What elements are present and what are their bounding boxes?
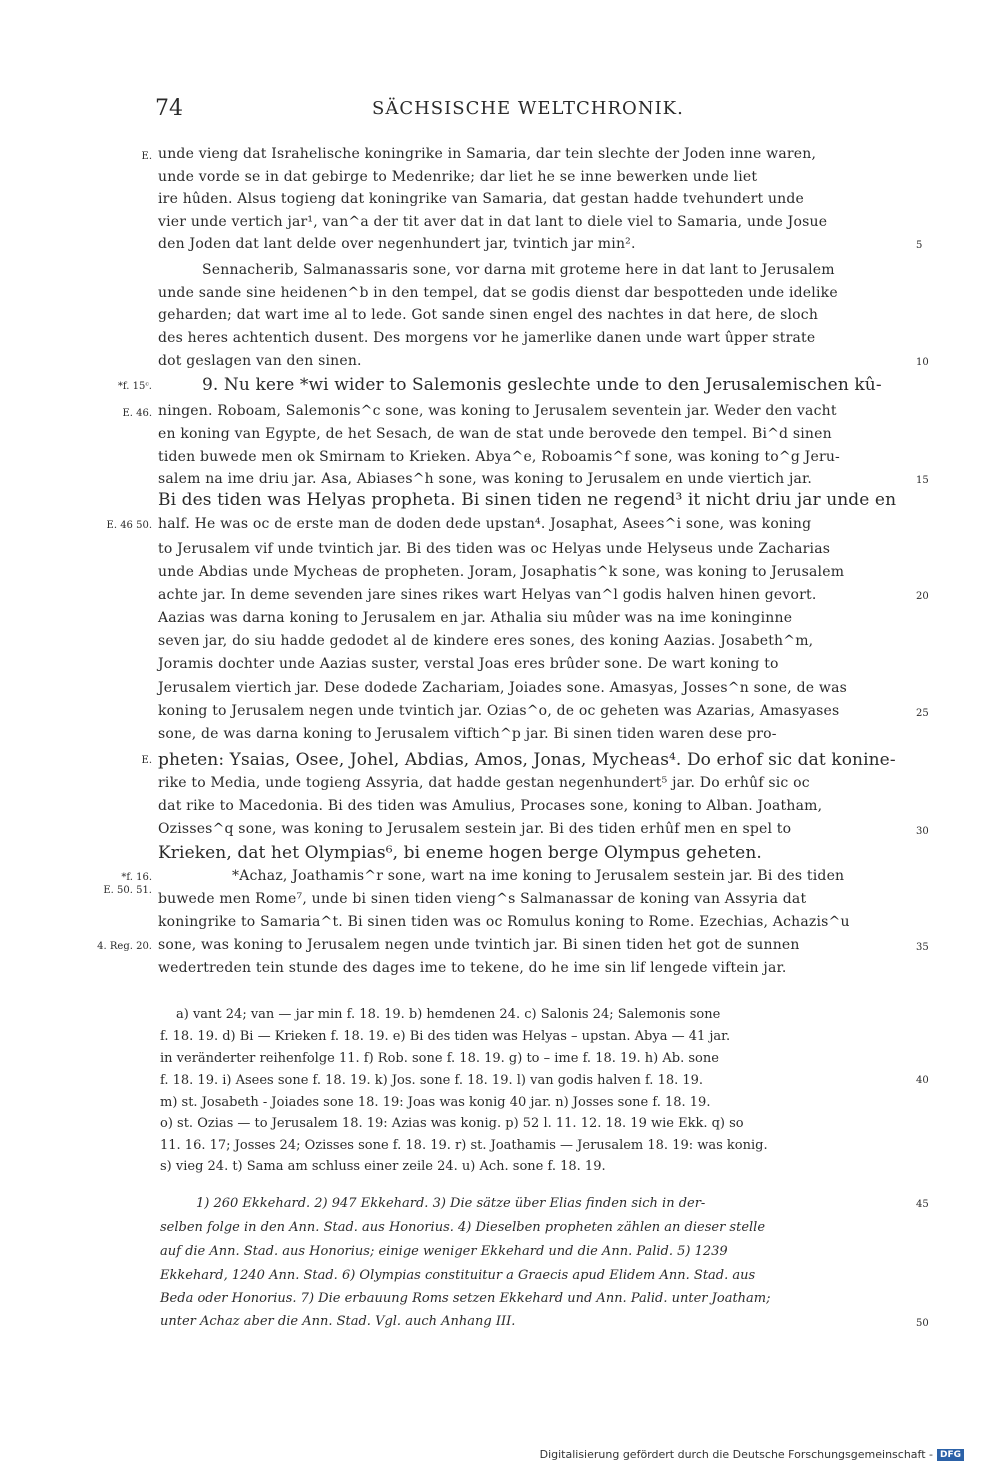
line-number: 40	[916, 1075, 929, 1086]
note-line: unter Achaz aber die Ann. Stad. Vgl. auch Anhang III.	[160, 1314, 516, 1329]
note-line: 1) 260 Ekkehard. 2) 947 Ekkehard. 3) Die sätze über Elias finden sich in der-	[196, 1196, 706, 1211]
margin-note: E. 46.	[122, 408, 152, 419]
text-line: unde sande sine heidenen^b in den tempel, dat se godis dienst dar bespotteden unde idelike	[158, 285, 838, 301]
text-line: Krieken, dat het Olympias⁶, bi eneme hogen berge Olympus geheten.	[158, 843, 762, 863]
text-line: unde vorde se in dat gebirge to Medenrike; dar liet he se inne bewerken unde liet	[158, 169, 758, 185]
text-line: unde Abdias unde Mycheas de propheten. Joram, Josaphatis^k sone, was koning to Jerusalem	[158, 564, 845, 580]
note-line: Beda oder Honorius. 7) Die erbauung Roms setzen Ekkehard und Ann. Palid. unter Joatham;	[160, 1291, 771, 1306]
text-line: seven jar, do siu hadde gedodet al de kindere eres sones, des koning Aazias. Josabeth^m,	[158, 633, 814, 649]
margin-note: E.	[141, 755, 152, 766]
text-line: sone, de was darna koning to Jerusalem viftich^p jar. Bi sinen tiden waren dese pro-	[158, 726, 777, 742]
text-line: koningrike to Samaria^t. Bi sinen tiden was oc Romulus koning to Rome. Ezechias, Achazis^u	[158, 914, 850, 930]
variant-line: m) st. Josabeth - Joiades sone 18. 19: Joas was konig 40 jar. n) Josses sone f. 18. 19.	[160, 1095, 711, 1110]
line-number: 35	[916, 942, 929, 953]
text-line: unde vieng dat Israhelische koningrike in Samaria, dar tein slechte der Joden inne waren,	[158, 146, 817, 162]
line-number: 45	[916, 1199, 929, 1210]
margin-note: E.	[141, 151, 152, 162]
text-line: dot geslagen van den sinen.	[158, 353, 362, 369]
variant-line: in veränderter reihenfolge 11. f) Rob. sone f. 18. 19. g) to – ime f. 18. 19. h) Ab. sone	[160, 1051, 719, 1066]
text-line: Jerusalem viertich jar. Dese dodede Zachariam, Joiades sone. Amasyas, Josses^n sone, de was	[158, 680, 848, 696]
text-line: Joramis dochter unde Aazias suster, verstal Joas eres brûder sone. De wart koning to	[158, 656, 779, 672]
variant-line: s) vieg 24. t) Sama am schluss einer zeile 24. u) Ach. sone f. 18. 19.	[160, 1159, 606, 1174]
text-line: ire hûden. Alsus togieng dat koningrike van Samaria, dat gestan hadde tvehundert unde	[158, 191, 805, 207]
running-title: SÄCHSISCHE WELTCHRONIK.	[372, 98, 684, 119]
margin-note: 4. Reg. 20.	[97, 941, 152, 952]
margin-note: *f. 15ᶜ.	[117, 381, 152, 392]
text-line: half. He was oc de erste man de doden dede upstan⁴. Josaphat, Asees^i sone, was koning	[158, 516, 812, 532]
text-line: geharden; dat wart ime al to lede. Got sande sinen engel des nachtes in dat here, de sloch	[158, 307, 819, 323]
text-line: achte jar. In deme sevenden jare sines rikes wart Helyas van^l godis halven hinen gevort.	[158, 587, 817, 603]
line-number: 30	[916, 826, 929, 837]
text-line: ningen. Roboam, Salemonis^c sone, was koning to Jerusalem seventein jar. Weder den vacht	[158, 403, 837, 419]
note-line: selben folge in den Ann. Stad. aus Honorius. 4) Dieselben propheten zählen an dieser stelle	[160, 1220, 766, 1235]
text-line: Ozisses^q sone, was koning to Jerusalem sestein jar. Bi des tiden erhûf men en spel to	[158, 821, 792, 837]
text-line: Bi des tiden was Helyas propheta. Bi sinen tiden ne regend³ it nicht driu jar unde en	[158, 490, 897, 510]
line-number: 10	[916, 357, 929, 368]
line-number: 15	[916, 475, 929, 486]
text-line: sone, was koning to Jerusalem negen unde tvintich jar. Bi sinen tiden het got de sunnen	[158, 937, 800, 953]
note-line: auf die Ann. Stad. aus Honorius; einige weniger Ekkehard und die Ann. Palid. 5) 1239	[160, 1244, 728, 1259]
line-number: 50	[916, 1318, 929, 1329]
text-line: dat rike to Macedonia. Bi des tiden was Amulius, Procases sone, koning to Alban. Joatham,	[158, 798, 823, 814]
variant-line: f. 18. 19. i) Asees sone f. 18. 19. k) Jos. sone f. 18. 19. l) van godis halven f. 18. 19.	[160, 1073, 704, 1088]
text-line: pheten: Ysaias, Osee, Johel, Abdias, Amos, Jonas, Mycheas⁴. Do erhof sic dat konine-	[158, 750, 896, 770]
line-number: 25	[916, 708, 929, 719]
text-line: to Jerusalem vif unde tvintich jar. Bi des tiden was oc Helyas unde Helyseus unde Zacharias	[158, 541, 831, 557]
variant-line: f. 18. 19. d) Bi — Krieken f. 18. 19. e) Bi des tiden was Helyas – upstan. Abya — 41 jar.	[160, 1029, 731, 1044]
variant-line: a) vant 24; van — jar min f. 18. 19. b) hemdenen 24. c) Salonis 24; Salemonis sone	[176, 1007, 721, 1022]
page-number: 74	[155, 96, 183, 121]
text-line: des heres achtentich dusent. Des morgens vor he jamerlike danen unde wart ûpper strate	[158, 330, 816, 346]
note-line: Ekkehard, 1240 Ann. Stad. 6) Olympias constituitur a Graecis apud Elidem Ann. Stad. aus	[160, 1268, 756, 1283]
variant-line: o) st. Ozias — to Jerusalem 18. 19: Azias was konig. p) 52 l. 11. 12. 18. 19 wie Ekk. q) so	[160, 1116, 744, 1131]
margin-note: *f. 16.	[121, 872, 152, 883]
line-number: 5	[916, 240, 923, 251]
margin-note: E. 46 50.	[106, 520, 152, 531]
text-line: vier unde vertich jar¹, van^a der tit aver dat in dat lant to diele viel to Samaria, unde Josue	[158, 214, 828, 230]
text-line: den Joden dat lant delde over negenhundert jar, tvintich jar min².	[158, 236, 636, 252]
text-line: rike to Media, unde togieng Assyria, dat hadde gestan negenhundert⁵ jar. Do erhûf sic oc	[158, 775, 810, 791]
text-line: Aazias was darna koning to Jerusalem en jar. Athalia siu mûder was na ime koninginne	[158, 610, 793, 626]
text-line: *Achaz, Joathamis^r sone, wart na ime koning to Jerusalem sestein jar. Bi des tiden	[232, 868, 845, 884]
line-number: 20	[916, 591, 929, 602]
text-line: wedertreden tein stunde des dages ime to tekene, do he ime sin lif lengede viftein jar.	[158, 960, 787, 976]
footer-text: Digitalisierung gefördert durch die Deutsche Forschungsgemeinschaft -	[539, 1448, 933, 1461]
text-line: salem na ime driu jar. Asa, Abiases^h sone, was koning to Jerusalem en unde viertich jar.	[158, 471, 813, 487]
dfg-logo: DFG	[937, 1449, 964, 1461]
margin-note: E. 50. 51.	[103, 885, 152, 896]
text-line: 9. Nu kere *wi wider to Salemonis geslechte unde to den Jerusalemischen kû-	[202, 375, 882, 395]
variant-line: 11. 16. 17; Josses 24; Ozisses sone f. 18. 19. r) st. Joathamis — Jerusalem 18. 19: was konig.	[160, 1138, 768, 1153]
text-line: tiden buwede men ok Smirnam to Krieken. Abya^e, Roboamis^f sone, was koning to^g Jeru-	[158, 449, 840, 465]
text-line: koning to Jerusalem negen unde tvintich jar. Ozias^o, de oc geheten was Azarias, Amasyases	[158, 703, 840, 719]
text-line: Sennacherib, Salmanassaris sone, vor darna mit groteme here in dat lant to Jerusalem	[202, 262, 835, 278]
text-line: en koning van Egypte, de het Sesach, de wan de stat unde berovede den tempel. Bi^d sinen	[158, 426, 832, 442]
text-line: buwede men Rome⁷, unde bi sinen tiden vieng^s Salmanassar de koning van Assyria dat	[158, 891, 807, 907]
footer-credit	[540, 1448, 964, 1461]
